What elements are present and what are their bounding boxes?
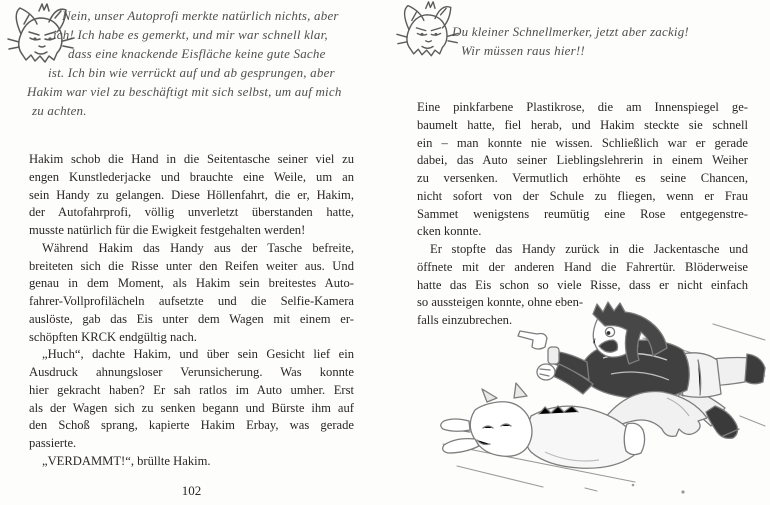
note-line: ich! Ich habe es gemerkt, und mir war schnell klar, bbox=[53, 27, 328, 42]
note-line: Wir müssen raus hier!! bbox=[461, 43, 585, 58]
text-line: Während Hakim das Handy aus der Tasche befreite, bbox=[42, 240, 354, 255]
text-line: Hakim schob die Hand in die Seitentasche seiner viel zu bbox=[29, 152, 354, 166]
text-line: fahrer-Vollprofilächeln aufsetzte und die Selfie-Kamera bbox=[29, 294, 354, 308]
text-line: ein – man konnte nie wissen. Schließlich war er gerade bbox=[417, 135, 748, 150]
text-line: „VERDAMMT!“, brüllte Hakim. bbox=[42, 453, 211, 468]
text-line: auslöste, gab das Eis unter dem Wagen mit einem er- bbox=[29, 311, 354, 326]
text-line: der Autofahrprofi, völlig unverletzt überstanden hatte, bbox=[29, 205, 354, 220]
text-line: passierte. bbox=[29, 436, 77, 450]
text-line: cken konnte. bbox=[417, 224, 482, 239]
text-line: schöpften KRCK endgültig nach. bbox=[29, 329, 197, 344]
text-line: dabei, das Auto seiner Lieblingslehrerin in einem Weiher bbox=[417, 153, 748, 168]
text-line: Sammet wenigstens reumütig eine Rose entgegenstre- bbox=[417, 206, 748, 221]
left-page-body-text bbox=[29, 151, 354, 471]
note-line: dass eine knackende Eisfläche keine gute Sache bbox=[68, 46, 326, 61]
text-line: den Schoß sprang, kapierte Hakim Erbay, was gerade bbox=[29, 418, 354, 433]
note-line: zu achten. bbox=[32, 103, 87, 118]
text-line: hier gekracht haben? Er sah ratlos im Auto umher. Erst bbox=[29, 382, 354, 397]
boy-diving-after-cat-illustration bbox=[430, 298, 770, 505]
page-number: 102 bbox=[181, 483, 202, 498]
note-line: Hakim war viel zu beschäftigt mit sich selbst, um auf mich bbox=[27, 84, 342, 99]
text-line: Er stopfte das Handy zurück in die Jackentasche und bbox=[430, 242, 748, 256]
text-line: breiteten sich die Risse unter den Reifen weiter aus. Und bbox=[29, 258, 354, 273]
note-line: Nein, unser Autoprofi merkte natürlich nichts, aber bbox=[62, 8, 339, 23]
text-line: genau in dem Moment, als Hakim sein breitestes Auto- bbox=[29, 276, 354, 291]
text-line: musste natürlich für die Ewigkeit festgehalten werden! bbox=[29, 223, 306, 237]
text-line: engen Kunstlederjacke und brauchte eine Weile, um an bbox=[29, 169, 354, 184]
text-line: hatte das Eis schon so viele Risse, dass er nicht einfach bbox=[417, 277, 748, 292]
text-line: nicht sofort von der Schule zu fliegen, wenn er Frau bbox=[417, 188, 748, 203]
right-page-body-text bbox=[417, 99, 748, 330]
text-line: Eine pinkfarbene Plastikrose, die am Innenspiegel ge- bbox=[417, 100, 748, 114]
text-line: Ausdruck ahnungsloser Verunsicherung. Was konnte bbox=[29, 365, 354, 379]
text-line: sein Handy zu gelangen. Diese Höllenfahrt, die er, Hakim, bbox=[29, 187, 354, 202]
text-line: „Huch“, dachte Hakim, und über sein Gesicht lief ein bbox=[42, 347, 354, 362]
text-line: baumelt hatte, fiel herab, und Hakim steckte sie schnell bbox=[417, 117, 748, 132]
text-line: so aussteigen konnte, ohne eben- bbox=[417, 295, 584, 310]
text-line: zu versenken. Vermutlich erhöhte es seine Chancen, bbox=[417, 171, 748, 185]
handwritten-note-left bbox=[25, 6, 370, 120]
text-line: öffnete mit der anderen Hand die Fahrertür. Blöderweise bbox=[417, 259, 748, 274]
handwritten-note-right bbox=[452, 22, 752, 60]
text-line: falls einzubrechen. bbox=[417, 313, 513, 327]
note-line: ist. Ich bin wie verrückt auf und ab gesprungen, aber bbox=[48, 65, 335, 80]
text-line: als der Wagen sich zu senken begann und Bürste ihm auf bbox=[29, 400, 354, 415]
note-line: Du kleiner Schnellmerker, jetzt aber zackig! bbox=[452, 24, 689, 39]
